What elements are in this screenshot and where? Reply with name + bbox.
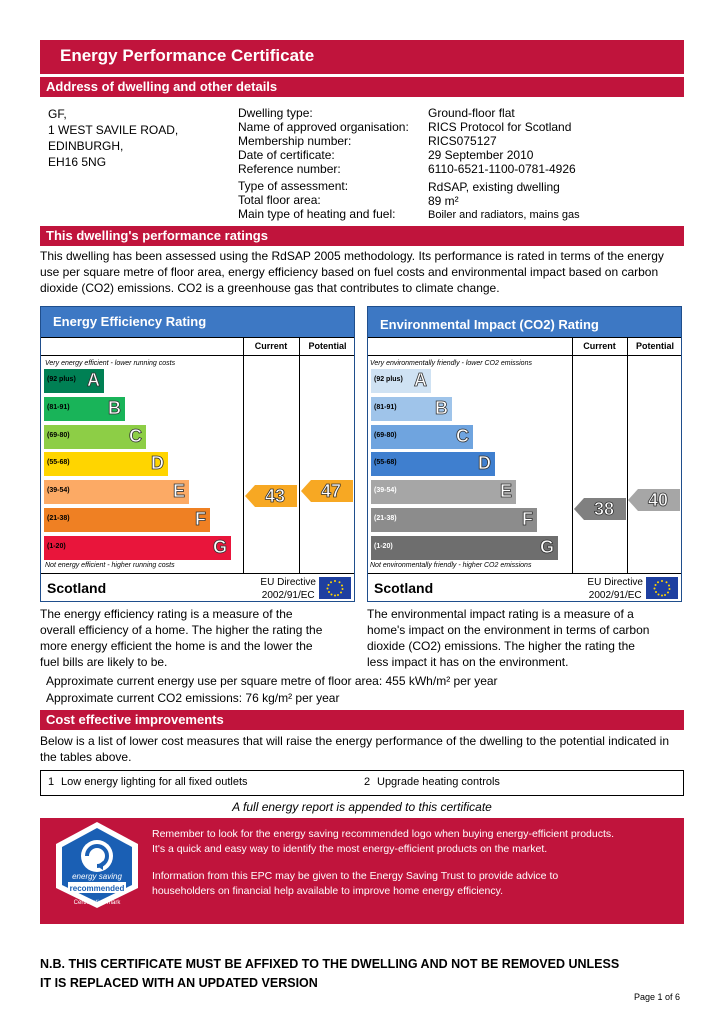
top-note: Very environmentally friendly - lower CO2 emissions [370, 360, 532, 367]
notice-line: N.B. THIS CERTIFICATE MUST BE AFFIXED TO THE DWELLING AND NOT BE REMOVED UNLESS [40, 957, 620, 971]
detail-value: RdSAP, existing dwelling [428, 180, 560, 194]
energy-saving-logo [52, 820, 142, 922]
rating-band-a [44, 369, 104, 393]
band-range: (92 plus) [47, 376, 76, 383]
band-letter: A [87, 370, 100, 390]
certificate-title-bar [40, 40, 684, 74]
rating-band-g [371, 536, 558, 560]
band-range: (55-68) [374, 459, 397, 467]
band-range: (81-91) [374, 403, 397, 411]
band-letter: D [478, 453, 491, 474]
column-divider [299, 337, 300, 573]
affix-notice [40, 955, 619, 993]
rating-band-c [371, 425, 473, 449]
current-column-header: Current [254, 341, 288, 351]
potential-column-header: Potential [308, 341, 347, 351]
band-letter: A [414, 370, 427, 390]
address-heading: Address of dwelling and other details [40, 77, 684, 97]
energy-saving-promo [40, 818, 684, 924]
band-letter: C [456, 425, 469, 446]
band-letter: B [435, 397, 448, 418]
detail-value: RICS075127 [428, 134, 497, 148]
current-rating-value: 38 [593, 499, 615, 519]
band-range: (1-20) [47, 542, 66, 550]
rating-band-b [44, 397, 125, 421]
address-block [48, 106, 228, 170]
detail-label: Total floor area: [238, 193, 321, 207]
efficiency-chart [40, 306, 355, 602]
band-letter: G [539, 536, 554, 557]
explanation-line: overall efficiency of a home. The higher the rating the [40, 623, 323, 637]
improvements-list [40, 770, 684, 796]
band-range: (21-38) [47, 515, 70, 522]
logo-energy-saving-text: energy saving [72, 872, 122, 881]
column-divider [572, 337, 573, 573]
address-line: GF, [48, 107, 67, 121]
environmental-explanation [367, 606, 685, 670]
rating-band-e [371, 480, 516, 504]
band-range: (69-80) [374, 431, 397, 439]
band-range: (39-54) [47, 487, 70, 495]
improvement-item: Upgrade heating controls [377, 776, 500, 788]
energy-saving-logo-icon [52, 820, 142, 910]
header-divider [41, 355, 354, 356]
current-column-header: Current [583, 341, 616, 351]
environmental-chart-footer [368, 573, 681, 603]
explanation-line: less impact it has on the environment. [367, 655, 569, 669]
band-letter: D [151, 453, 164, 474]
address-line: 1 WEST SAVILE ROAD, [48, 123, 179, 137]
page-number: Page 1 of 6 [633, 992, 680, 1002]
improvements-intro: Below is a list of lower cost measures that will raise the energy performance of the dwelling to the potential indicated in the tables above. [40, 734, 669, 764]
improvement-item: Low energy lighting for all fixed outlets [61, 776, 248, 788]
detail-label: Name of approved organisation: [238, 120, 409, 134]
eu-directive [260, 576, 316, 602]
environmental-chart [367, 306, 682, 602]
top-note: Very energy efficient - lower running costs [45, 360, 176, 367]
band-letter: F [195, 509, 206, 529]
efficiency-explanation [40, 606, 350, 670]
detail-label: Membership number: [238, 134, 352, 148]
band-letter: B [108, 397, 121, 418]
notice-line: IT IS REPLACED WITH AN UPDATED VERSION [40, 976, 318, 990]
directive-label: EU Directive [587, 577, 643, 588]
detail-value: 6110-6521-1100-0781-4926 [428, 162, 576, 176]
band-letter: C [129, 425, 142, 446]
potential-rating-value: 40 [647, 489, 669, 510]
band-letter: G [212, 536, 227, 557]
rating-band-b [371, 397, 452, 421]
promo-line: Remember to look for the energy saving recommended logo when buying energy-efficient products. [152, 828, 615, 840]
improvements-heading: Cost effective improvements [40, 710, 684, 730]
performance-intro: This dwelling has been assessed using the RdSAP 2005 methodology. Its performance is rated in terms of the energy use per square metre of floor area, energy efficiency based on fuel costs and environmental impact based on carbon dioxide (CO2) emissions. CO2 is a greenhouse gas that contributes to climate change. [40, 249, 664, 295]
country-label: Scotland [47, 580, 107, 596]
approx-co2: Approximate current CO2 emissions: 76 kg/m² per year [46, 691, 340, 705]
rating-band-c [44, 425, 146, 449]
address-line: EDINBURGH, [48, 139, 124, 153]
directive-code: 2002/91/EC [261, 590, 315, 601]
appendix-note: A full energy report is appended to this certificate [232, 800, 492, 814]
efficiency-chart-title: Energy Efficiency Rating [41, 307, 354, 337]
explanation-line: fuel bills are likely to be. [40, 655, 168, 669]
address-line: EH16 5NG [48, 155, 107, 169]
explanation-line: The energy efficiency rating is a measure of the [40, 607, 293, 621]
detail-label: Main type of heating and fuel: [238, 207, 396, 221]
detail-label: Type of assessment: [238, 179, 349, 193]
potential-column-header: Potential [635, 341, 674, 351]
current-rating-value: 43 [264, 485, 286, 506]
detail-value: Boiler and radiators, mains gas [428, 209, 580, 221]
rating-band-d [371, 452, 495, 476]
explanation-line: home's impact on the environment in terms of carbon [367, 623, 650, 637]
bottom-note: Not environmentally friendly - higher CO2 emissions [370, 562, 532, 569]
header-divider [368, 355, 681, 356]
current-rating-arrow [574, 498, 626, 520]
detail-label: Date of certificate: [238, 148, 335, 162]
rating-band-e [44, 480, 189, 504]
rating-band-g [44, 536, 231, 560]
band-letter: E [499, 481, 512, 502]
current-rating-arrow [245, 485, 297, 507]
band-range: (81-91) [47, 403, 70, 411]
band-range: (55-68) [47, 459, 70, 467]
rating-band-a [371, 369, 431, 393]
band-letter: F [522, 509, 533, 529]
band-range: (92 plus) [374, 376, 403, 383]
rating-band-f [371, 508, 537, 532]
eu-flag-icon [319, 577, 351, 599]
performance-heading: This dwelling's performance ratings [40, 226, 684, 246]
rating-band-d [44, 452, 168, 476]
promo-line: householders on financial help available to improve home energy efficiency. [152, 885, 503, 897]
promo-line: Information from this EPC may be given to the Energy Saving Trust to provide advice to [152, 870, 559, 882]
band-range: (21-38) [374, 515, 397, 522]
column-divider [243, 337, 244, 573]
explanation-line: dioxide (CO2) emissions. The higher the rating the [367, 639, 635, 653]
certificate-title: Energy Performance Certificate [60, 46, 315, 65]
logo-caption: Certification mark [73, 900, 121, 906]
directive-code: 2002/91/EC [588, 590, 642, 601]
potential-rating-arrow [628, 489, 680, 511]
detail-value: 89 m² [428, 194, 459, 208]
band-letter: E [172, 481, 185, 502]
improvement-number: 1 [48, 776, 55, 788]
details-labels [238, 106, 428, 221]
detail-value: Ground-floor flat [428, 106, 515, 120]
detail-value: RICS Protocol for Scotland [428, 120, 572, 134]
band-range: (1-20) [374, 542, 393, 550]
efficiency-chart-footer [41, 573, 354, 603]
directive-label: EU Directive [260, 577, 316, 588]
detail-label: Reference number: [238, 162, 341, 176]
potential-rating-value: 47 [320, 480, 342, 501]
detail-value: 29 September 2010 [428, 148, 534, 162]
logo-recommended-text: recommended [69, 884, 125, 893]
eu-directive [587, 576, 643, 602]
detail-label: Dwelling type: [238, 106, 313, 120]
improvement-number: 2 [364, 776, 371, 788]
rating-band-f [44, 508, 210, 532]
approx-energy-use: Approximate current energy use per square metre of floor area: 455 kWh/m² per year [46, 674, 498, 688]
column-divider [627, 337, 628, 573]
bottom-note: Not energy efficient - higher running costs [45, 562, 175, 569]
band-range: (69-80) [47, 431, 70, 439]
eu-flag-icon [646, 577, 678, 599]
environmental-chart-title: Environmental Impact (CO2) Rating [368, 307, 681, 337]
potential-rating-arrow [301, 480, 353, 502]
explanation-line: The environmental impact rating is a measure of a [367, 607, 634, 621]
country-label: Scotland [374, 580, 434, 596]
explanation-line: more energy efficient the home is and the lower the [40, 639, 313, 653]
band-range: (39-54) [374, 487, 397, 495]
details-values [428, 106, 678, 222]
promo-line: It's a quick and easy way to identify the most energy-efficient products on the market. [152, 843, 548, 855]
